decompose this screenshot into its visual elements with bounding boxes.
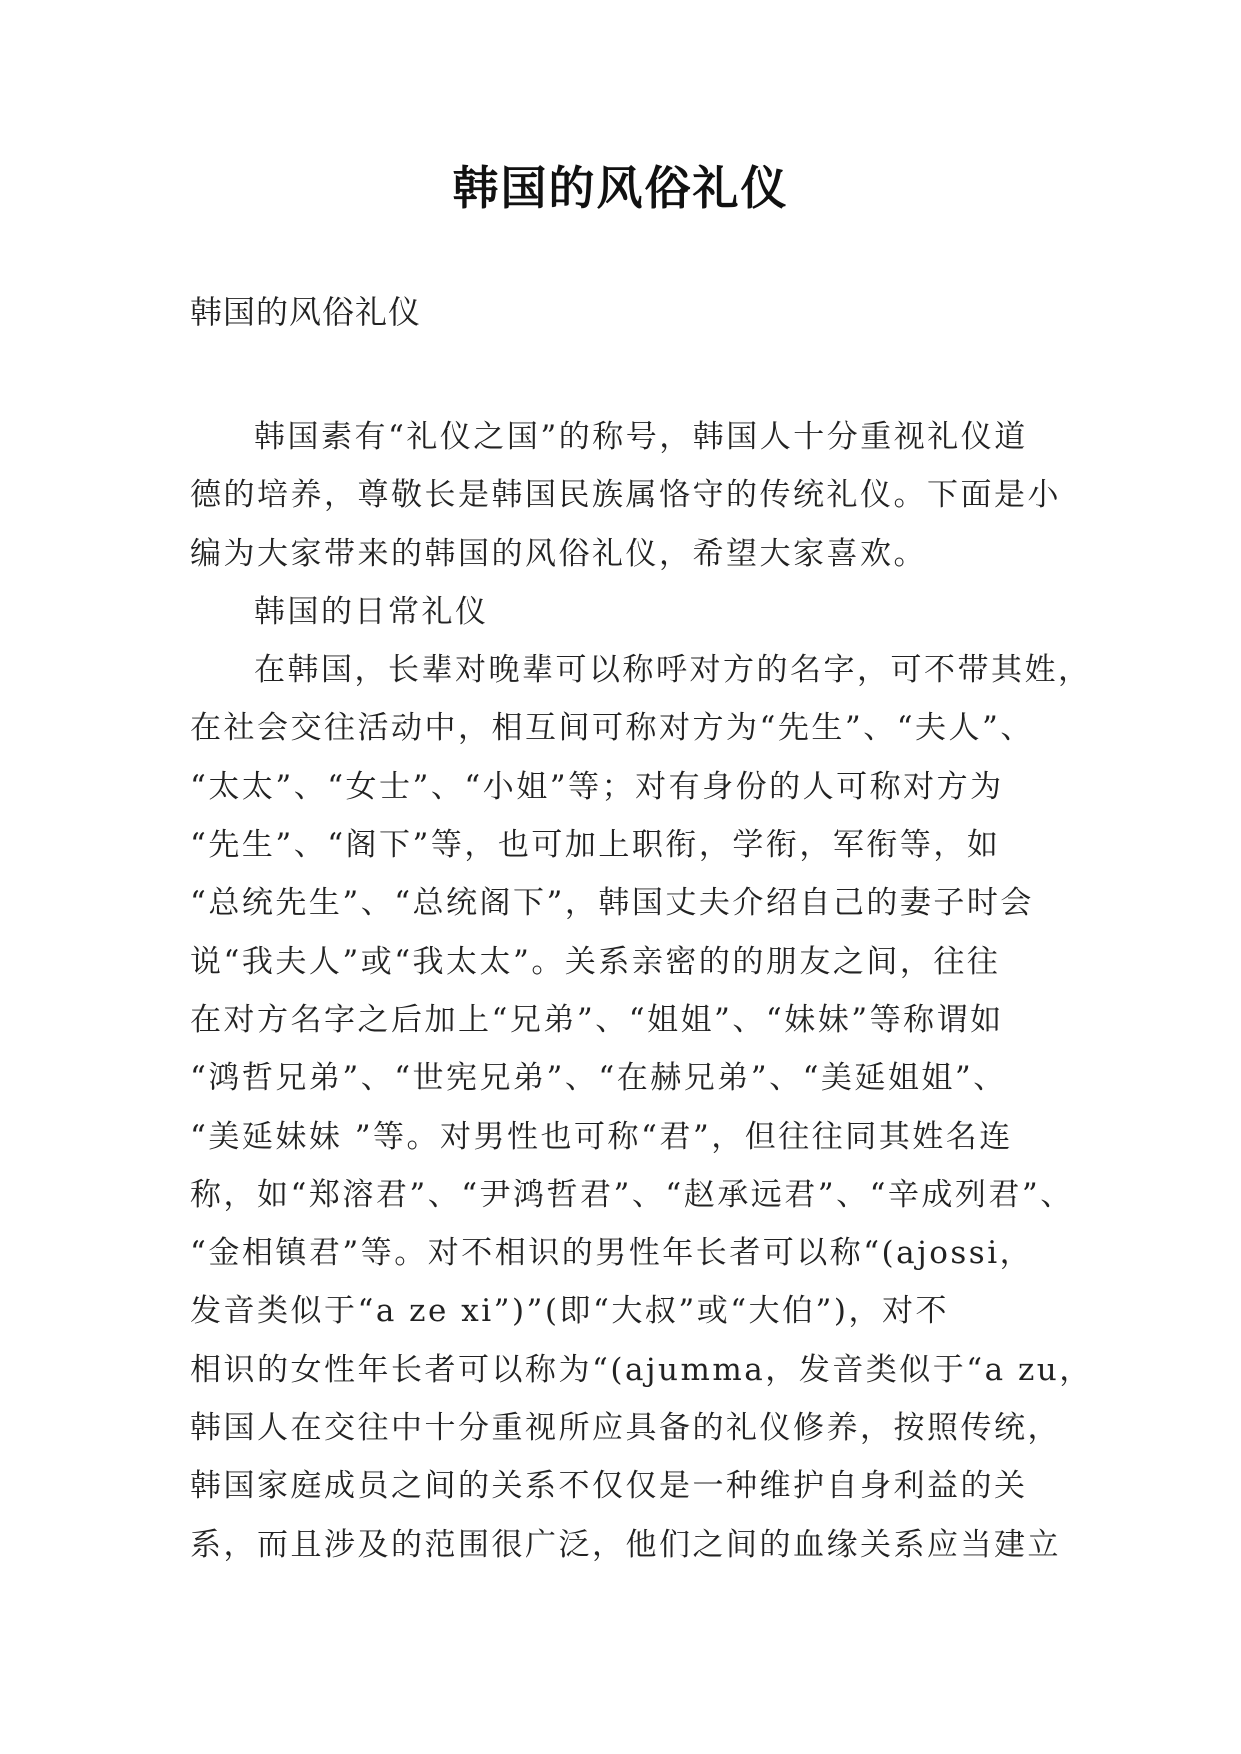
paragraph-line: “太太”、“女士”、“小姐”等；对有身份的人可称对方为 [190, 768, 1004, 805]
document-title: 韩国的风俗礼仪 [452, 161, 789, 215]
paragraph-line: 称，如“郑溶君”、“尹鸿哲君”、“赵承远君”、“辛成列君”、 [190, 1176, 1074, 1213]
document-body [190, 408, 1093, 1574]
paragraph-line: 在韩国，长辈对晚辈可以称呼对方的名字，可不带其姓， [254, 652, 1092, 689]
paragraph-line: “金相镇君”等。对不相识的男性年长者可以称“(ajossi， [190, 1235, 1034, 1272]
paragraph-line: 在社会交往活动中，相互间可称对方为“先生”、“夫人”、 [190, 710, 1034, 747]
paragraph-line: 韩国家庭成员之间的关系不仅仅是一种维护自身利益的关 [190, 1468, 1028, 1505]
paragraph-line: “总统先生”、“总统阁下”，韩国丈夫介绍自己的妻子时会 [190, 885, 1034, 922]
document-subtitle: 韩国的风俗礼仪 [190, 293, 422, 331]
paragraph-line: 系，而且涉及的范围很广泛，他们之间的血缘关系应当建立 [190, 1526, 1061, 1563]
section-heading: 韩国的日常礼仪 [254, 593, 489, 630]
paragraph-line: “鸿哲兄弟”、“世宪兄弟”、“在赫兄弟”、“美延姐姐”、 [190, 1060, 1007, 1097]
paragraph-line: 在对方名字之后加上“兄弟”、“姐姐”、“妹妹”等称谓如 [190, 1001, 1004, 1038]
paragraph-line: 韩国人在交往中十分重视所应具备的礼仪修养，按照传统， [190, 1410, 1061, 1447]
paragraph-line: 相识的女性年长者可以称为“(ajumma，发音类似于“a zu， [190, 1351, 1093, 1388]
paragraph-line: 编为大家带来的韩国的风俗礼仪，希望大家喜欢。 [190, 535, 927, 572]
paragraph-line: “先生”、“阁下”等，也可加上职衔，学衔，军衔等，如 [190, 827, 1001, 864]
paragraph-line: 说“我夫人”或“我太太”。关系亲密的的朋友之间，往往 [190, 943, 1001, 980]
paragraph-line: 发音类似于“a ze xi”)”(即“大叔”或“大伯”)，对不 [190, 1293, 949, 1330]
paragraph-line: 韩国素有“礼仪之国”的称号，韩国人十分重视礼仪道 [254, 419, 1028, 455]
paragraph-line: 德的培养，尊敬长是韩国民族属恪守的传统礼仪。下面是小 [190, 477, 1061, 514]
paragraph-line: “美延妹妹 ”等。对男性也可称“君”，但往往同其姓名连 [190, 1118, 1013, 1155]
